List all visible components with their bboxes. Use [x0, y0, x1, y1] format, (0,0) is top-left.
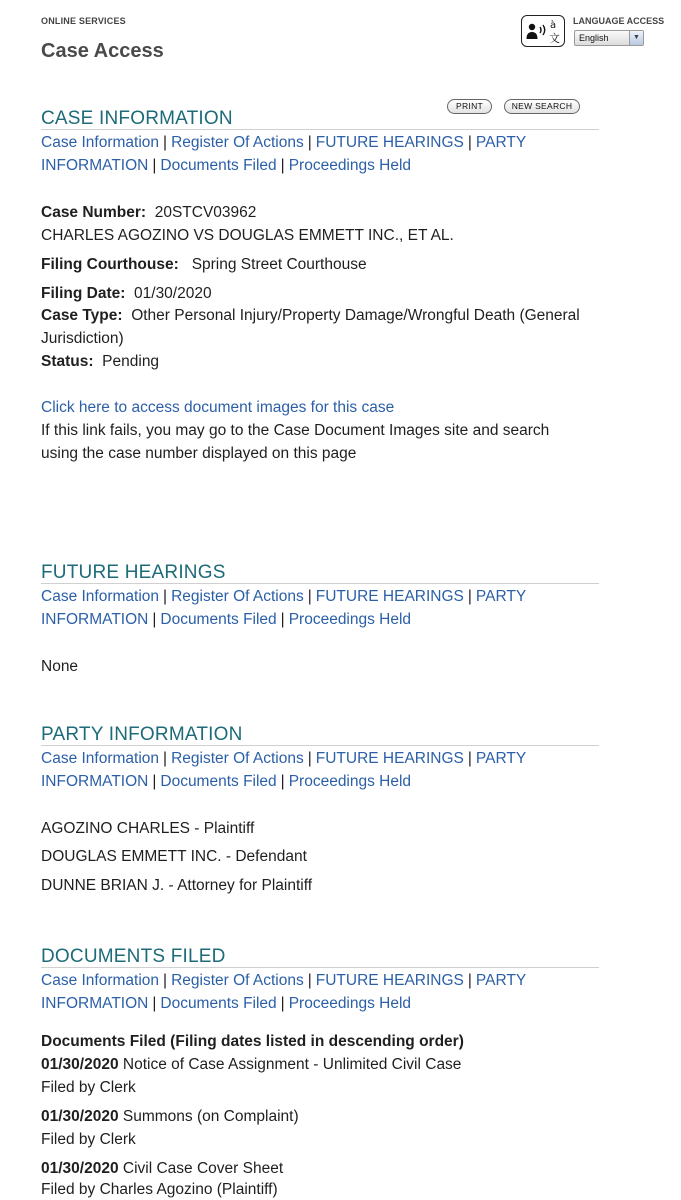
nav-separator: | [163, 750, 168, 767]
nav-information-word: INFORMATION [41, 157, 149, 174]
section-nav [41, 131, 599, 177]
nav-separator: | [163, 588, 168, 605]
nav-proceedings-held[interactable]: Proceedings Held [288, 995, 412, 1012]
document-date: 01/30/2020 [41, 1160, 119, 1177]
nav-party-word: PARTY [475, 588, 526, 605]
nav-proceedings-held[interactable]: Proceedings Held [288, 611, 412, 628]
nav-register-of-actions[interactable]: Register Of Actions [171, 972, 304, 989]
document-images-note: If this link fails, you may go to the Case Document Images site and search using the case number displayed on this page [41, 422, 550, 462]
nav-documents-filed[interactable]: Documents Filed [160, 611, 277, 628]
nav-separator: | [152, 157, 157, 174]
nav-information-word: INFORMATION [41, 773, 149, 790]
document-description: Civil Case Cover Sheet [122, 1160, 284, 1177]
print-button[interactable]: PRINT [447, 99, 492, 114]
document-description: Summons (on Complaint) [122, 1108, 299, 1125]
section-nav [41, 747, 599, 793]
online-services-label: ONLINE SERVICES [41, 16, 126, 26]
party-information-section [41, 723, 599, 793]
filing-courthouse-label: Filing Courthouse: [41, 256, 179, 273]
nav-party-word: PARTY [475, 134, 526, 151]
nav-separator: | [152, 995, 157, 1012]
future-hearings-heading: FUTURE HEARINGS [41, 561, 599, 584]
nav-proceedings-held[interactable]: Proceedings Held [288, 157, 412, 174]
nav-separator: | [152, 611, 157, 628]
nav-future-hearings[interactable]: FUTURE HEARINGS [315, 134, 464, 151]
document-filed-by: Filed by Clerk [41, 1079, 136, 1096]
document-filed-by: Filed by Clerk [41, 1131, 136, 1148]
nav-separator: | [307, 750, 312, 767]
section-nav [41, 585, 599, 631]
new-search-button[interactable]: NEW SEARCH [504, 99, 580, 114]
language-access-icon[interactable] [521, 15, 565, 47]
case-name: CHARLES AGOZINO VS DOUGLAS EMMETT INC., ET AL. [41, 227, 454, 244]
filing-courthouse-value: Spring Street Courthouse [191, 256, 367, 273]
nav-information-word: INFORMATION [41, 995, 149, 1012]
nav-documents-filed[interactable]: Documents Filed [160, 157, 277, 174]
language-select-value: English [579, 33, 609, 43]
nav-separator: | [467, 972, 472, 989]
party-information-heading: PARTY INFORMATION [41, 723, 599, 746]
case-number-value: 20STCV03962 [154, 204, 257, 221]
nav-party-word: PARTY [475, 972, 526, 989]
document-images-link[interactable]: Click here to access document images for this case [41, 399, 395, 416]
nav-separator: | [152, 773, 157, 790]
nav-separator: | [307, 972, 312, 989]
svg-text:文: 文 [549, 32, 560, 45]
svg-text:à: à [550, 20, 557, 31]
document-date: 01/30/2020 [41, 1056, 119, 1073]
nav-register-of-actions[interactable]: Register Of Actions [171, 134, 304, 151]
filing-courthouse-row [41, 253, 611, 276]
document-entry [41, 1157, 611, 1180]
section-nav [41, 969, 599, 1015]
party-item: DOUGLAS EMMETT INC. - Defendant [41, 848, 307, 865]
nav-register-of-actions[interactable]: Register Of Actions [171, 588, 304, 605]
documents-filed-section [41, 945, 599, 1015]
nav-future-hearings[interactable]: FUTURE HEARINGS [315, 588, 464, 605]
chevron-down-icon[interactable]: ▼ [629, 31, 643, 45]
party-item: AGOZINO CHARLES - Plaintiff [41, 820, 255, 837]
nav-separator: | [307, 588, 312, 605]
nav-documents-filed[interactable]: Documents Filed [160, 995, 277, 1012]
case-type-row [41, 304, 606, 350]
case-number-label: Case Number: [41, 204, 147, 221]
documents-filed-heading: DOCUMENTS FILED [41, 945, 599, 968]
documents-filed-subheading: Documents Filed (Filing dates listed in descending order) [41, 1033, 464, 1050]
document-date: 01/30/2020 [41, 1108, 119, 1125]
nav-separator: | [467, 134, 472, 151]
language-access-label: LANGUAGE ACCESS [573, 16, 665, 26]
nav-case-information[interactable]: Case Information [41, 750, 160, 767]
page-title: Case Access [41, 40, 164, 62]
nav-proceedings-held[interactable]: Proceedings Held [288, 773, 412, 790]
case-type-value: Other Personal Injury/Property Damage/Wrongful Death (General Jurisdiction) [41, 307, 580, 347]
document-description: Notice of Case Assignment - Unlimited Civil Case [122, 1056, 462, 1073]
document-entry [41, 1105, 611, 1128]
party-item: DUNNE BRIAN J. - Attorney for Plaintiff [41, 877, 313, 894]
nav-separator: | [163, 134, 168, 151]
nav-future-hearings[interactable]: FUTURE HEARINGS [315, 750, 464, 767]
nav-separator: | [280, 773, 285, 790]
nav-documents-filed[interactable]: Documents Filed [160, 773, 277, 790]
filing-date-label: Filing Date: [41, 285, 126, 302]
nav-separator: | [280, 995, 285, 1012]
filing-date-row [41, 282, 611, 305]
nav-future-hearings[interactable]: FUTURE HEARINGS [315, 972, 464, 989]
future-hearings-section [41, 561, 599, 631]
document-entry [41, 1053, 611, 1076]
case-information-heading: CASE INFORMATION [41, 107, 599, 130]
status-label: Status: [41, 353, 94, 370]
filing-date-value: 01/30/2020 [134, 285, 212, 302]
nav-case-information[interactable]: Case Information [41, 588, 160, 605]
case-type-label: Case Type: [41, 307, 123, 324]
nav-separator: | [280, 157, 285, 174]
nav-separator: | [163, 972, 168, 989]
nav-party-word: PARTY [475, 750, 526, 767]
status-value: Pending [102, 353, 160, 370]
nav-separator: | [307, 134, 312, 151]
nav-separator: | [467, 750, 472, 767]
nav-separator: | [280, 611, 285, 628]
nav-register-of-actions[interactable]: Register Of Actions [171, 750, 304, 767]
document-filed-by: Filed by Charles Agozino (Plaintiff) [41, 1181, 278, 1198]
language-select[interactable] [574, 30, 644, 46]
status-row [41, 350, 611, 373]
nav-separator: | [467, 588, 472, 605]
nav-case-information[interactable]: Case Information [41, 972, 160, 989]
case-information-section [41, 107, 599, 177]
page-header [0, 0, 681, 80]
nav-case-information[interactable]: Case Information [41, 134, 160, 151]
case-number-row [41, 201, 611, 224]
nav-information-word: INFORMATION [41, 611, 149, 628]
future-hearings-content: None [41, 658, 79, 675]
